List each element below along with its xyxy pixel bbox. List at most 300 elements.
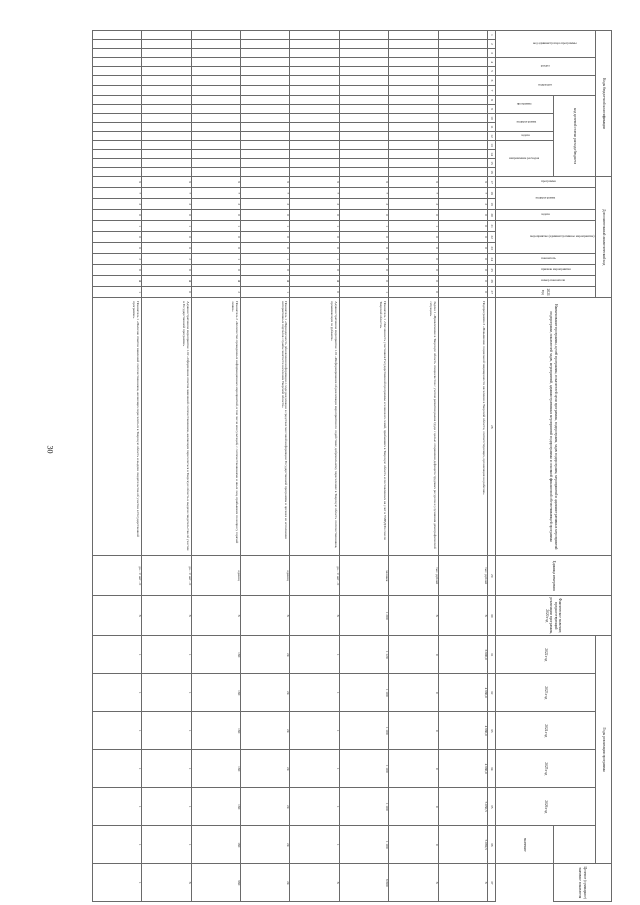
- code-cell: 0: [241, 232, 290, 243]
- table-row: [438, 31, 487, 902]
- code-cell: [290, 76, 339, 86]
- row-target: Х: [290, 864, 339, 902]
- code-cell: [191, 40, 240, 49]
- row-target: 1: [93, 864, 142, 902]
- column-number: 17: [488, 177, 496, 188]
- row-target: Х: [389, 864, 438, 902]
- code-cell: 1: [191, 221, 240, 232]
- code-cell: 6: [339, 177, 388, 188]
- code-cell: 0: [142, 243, 191, 254]
- code-cell: [241, 40, 290, 49]
- code-cell: [142, 150, 191, 159]
- year-value: 1 100: [339, 674, 388, 712]
- code-cell: [241, 96, 290, 105]
- header-dop-programma: программа: [496, 177, 596, 188]
- year-value: 24: [241, 636, 290, 674]
- row-unit: да - 1/ нет - 0: [142, 556, 191, 596]
- code-cell: [241, 105, 290, 114]
- code-cell: [438, 76, 487, 86]
- code-cell: [191, 49, 240, 58]
- code-cell: [389, 31, 438, 40]
- code-cell: 0: [438, 210, 487, 221]
- code-cell: [339, 114, 388, 123]
- code-cell: 0: [93, 265, 142, 276]
- row-target: 24: [241, 864, 290, 902]
- code-cell: [241, 132, 290, 141]
- code-cell: [241, 86, 290, 96]
- year-value: 1: [142, 826, 191, 864]
- row-fact: Х: [389, 596, 438, 636]
- year-value: 1: [93, 712, 142, 750]
- row-unit: тыс. рублей: [389, 556, 438, 596]
- code-cell: 0: [142, 287, 191, 298]
- code-cell: [241, 67, 290, 76]
- year-value: 1: [93, 674, 142, 712]
- code-cell: [389, 49, 438, 58]
- code-cell: [389, 114, 438, 123]
- table-row: [142, 31, 191, 902]
- row-target: 6 600: [339, 864, 388, 902]
- code-cell: [142, 159, 191, 168]
- header-year-2021: 2021 год: [496, 287, 596, 298]
- header-year-2026: 2026 год: [496, 788, 596, 826]
- code-cell: [93, 96, 142, 105]
- year-value: 1 120: [339, 636, 388, 674]
- code-cell: 2: [93, 254, 142, 265]
- code-cell: [290, 168, 339, 177]
- year-value: 24: [241, 788, 290, 826]
- year-value: 1: [93, 826, 142, 864]
- code-cell: [241, 150, 290, 159]
- year-value: 1: [93, 750, 142, 788]
- column-number: 15: [488, 159, 496, 168]
- column-number: 11: [488, 123, 496, 132]
- code-cell: 0: [339, 276, 388, 287]
- code-cell: 0: [339, 265, 388, 276]
- year-value: 0: [389, 788, 438, 826]
- code-cell: 0: [389, 276, 438, 287]
- code-cell: [389, 132, 438, 141]
- row-name: Показатель 1 «Численность участников Государственной программы и членов их семей, прибывших в Тверскую область и поставленных на учет в УМВД России по Тверской области»: [339, 298, 388, 556]
- code-cell: [241, 168, 290, 177]
- column-number: 37: [488, 864, 496, 902]
- code-cell: 1: [142, 221, 191, 232]
- year-value: 24: [241, 750, 290, 788]
- code-cell: 7: [142, 188, 191, 199]
- code-cell: 1: [93, 221, 142, 232]
- code-cell: 3: [339, 199, 388, 210]
- code-cell: 0: [339, 254, 388, 265]
- column-number: 2: [488, 40, 496, 49]
- code-cell: Я: [290, 276, 339, 287]
- code-cell: [191, 150, 240, 159]
- code-cell: [438, 123, 487, 132]
- code-cell: [339, 96, 388, 105]
- year-value: 1 100: [339, 750, 388, 788]
- header-podprogramma: подпрограмма: [496, 114, 554, 132]
- column-number: 29: [488, 556, 496, 596]
- header-fact: Фактическое значение, предшествующий реализации программы, 2020 год: [496, 596, 612, 636]
- code-cell: 0: [290, 265, 339, 276]
- code-cell: [438, 31, 487, 40]
- code-cell: [438, 141, 487, 150]
- column-number: 28: [488, 298, 496, 556]
- code-cell: 6: [290, 177, 339, 188]
- code-cell: [191, 168, 240, 177]
- row-target: Х: [438, 864, 487, 902]
- year-value: 0: [389, 826, 438, 864]
- year-value: 160: [191, 750, 240, 788]
- code-cell: [339, 58, 388, 67]
- year-value: 5 069,5: [438, 826, 487, 864]
- code-cell: [241, 76, 290, 86]
- row-unit: да - 1/ нет - 0: [290, 556, 339, 596]
- code-cell: [241, 123, 290, 132]
- code-cell: 0: [339, 210, 388, 221]
- rotated-sheet: [92, 30, 612, 900]
- table-row: [389, 31, 438, 902]
- code-cell: [339, 159, 388, 168]
- code-cell: [339, 150, 388, 159]
- year-value: 1: [142, 788, 191, 826]
- column-number: 8: [488, 96, 496, 105]
- code-cell: [241, 49, 290, 58]
- year-value: 24: [241, 674, 290, 712]
- code-cell: 0: [389, 243, 438, 254]
- code-cell: 7: [93, 188, 142, 199]
- code-cell: [93, 105, 142, 114]
- table-body: [93, 31, 488, 902]
- code-cell: 6: [142, 177, 191, 188]
- code-cell: [290, 114, 339, 123]
- code-cell: [438, 114, 487, 123]
- code-cell: 2: [191, 287, 240, 298]
- table-row: [290, 31, 339, 902]
- code-cell: [290, 123, 339, 132]
- header-dop-podprogramma: подпрограмма: [496, 188, 596, 210]
- year-value: 160: [191, 826, 240, 864]
- code-cell: 6: [389, 177, 438, 188]
- code-cell: [93, 67, 142, 76]
- year-value: 4 980,0: [438, 750, 487, 788]
- header-year-2023: 2023 год: [496, 674, 596, 712]
- code-cell: [290, 31, 339, 40]
- row-name: Задача 1 «Привлечение в Тверскую область специалистов с учетом развития рынка труда с целью сохранения дефицита трудовых ресурсов и улучшения демографической ситуации»: [389, 298, 438, 556]
- code-cell: 0: [241, 210, 290, 221]
- code-cell: [290, 105, 339, 114]
- code-cell: [191, 31, 240, 40]
- code-cell: [438, 40, 487, 49]
- year-value: 160: [191, 788, 240, 826]
- code-cell: [389, 86, 438, 96]
- header-years-group: Годы реализации программы: [596, 636, 612, 864]
- column-number: 35: [488, 788, 496, 826]
- column-number: 4: [488, 58, 496, 67]
- row-name: Подпрограмма 3 «Повышение социальной защищенности населения в Тверской области, соответствующих, организация на рабочие»: [438, 298, 487, 556]
- code-cell: [389, 168, 438, 177]
- code-cell: 1: [290, 221, 339, 232]
- year-value: 1: [142, 674, 191, 712]
- year-value: 5 050,5: [438, 788, 487, 826]
- year-value: 160: [191, 712, 240, 750]
- code-cell: 0: [93, 243, 142, 254]
- code-cell: 1: [339, 287, 388, 298]
- code-cell: [339, 168, 388, 177]
- code-cell: [339, 141, 388, 150]
- code-cell: 7: [438, 188, 487, 199]
- code-cell: [290, 40, 339, 49]
- row-target: Х: [142, 864, 191, 902]
- row-name: Показатель 1 «Периодичность обновления информации о ходе реализации в средствах массовой информации Государственной программы и органах ее исполнения интерактивных порталов службы занятости населения Тверской области»: [241, 298, 290, 556]
- code-cell: 1: [389, 221, 438, 232]
- year-value: 1: [290, 750, 339, 788]
- year-value: 1: [142, 750, 191, 788]
- row-fact: Х: [241, 596, 290, 636]
- row-name: Показатель 1 «Наличие ответов заявлений соотечественников, желающих переселиться в Тверскую область и выдачи свидетельства об участии в Государственной программе»: [93, 298, 142, 556]
- code-cell: [290, 132, 339, 141]
- year-value: 0: [389, 636, 438, 674]
- year-value: 1: [142, 636, 191, 674]
- year-value: 1 100: [339, 712, 388, 750]
- column-number: 10: [488, 114, 496, 123]
- code-cell: 0: [389, 287, 438, 298]
- code-cell: 0: [438, 232, 487, 243]
- code-cell: [438, 132, 487, 141]
- code-cell: [389, 123, 438, 132]
- year-value: 4 980,0: [438, 674, 487, 712]
- column-number: 22: [488, 232, 496, 243]
- code-cell: 0: [389, 254, 438, 265]
- code-cell: 1: [290, 254, 339, 265]
- code-cell: 0: [191, 243, 240, 254]
- code-cell: 1: [339, 221, 388, 232]
- column-number: 36: [488, 826, 496, 864]
- column-number: 1: [488, 31, 496, 40]
- code-cell: 3: [191, 199, 240, 210]
- code-cell: 0: [290, 210, 339, 221]
- code-cell: [389, 67, 438, 76]
- column-number: 13: [488, 141, 496, 150]
- year-value: 1: [290, 712, 339, 750]
- row-unit: единиц: [191, 556, 240, 596]
- code-cell: [142, 168, 191, 177]
- table-row: [241, 31, 290, 902]
- column-number: 24: [488, 254, 496, 265]
- row-unit: да - 1/ нет - 0: [93, 556, 142, 596]
- code-cell: 0: [191, 210, 240, 221]
- code-cell: 0: [438, 276, 487, 287]
- code-cell: [389, 141, 438, 150]
- header-year-2025: 2025 год: [496, 750, 596, 788]
- code-cell: [438, 150, 487, 159]
- code-cell: 0: [438, 243, 487, 254]
- code-cell: 1: [93, 287, 142, 298]
- year-value: 1 100: [339, 826, 388, 864]
- code-cell: 0: [438, 287, 487, 298]
- code-cell: 0: [93, 210, 142, 221]
- code-cell: [339, 49, 388, 58]
- code-cell: Я: [93, 276, 142, 287]
- code-cell: 0: [93, 232, 142, 243]
- code-cell: [339, 67, 388, 76]
- code-cell: [290, 96, 339, 105]
- code-cell: Я: [241, 276, 290, 287]
- year-value: 0: [389, 712, 438, 750]
- header-target-value: значение: [496, 826, 554, 864]
- row-fact: Х: [191, 596, 240, 636]
- code-cell: [191, 96, 240, 105]
- column-number: 9: [488, 105, 496, 114]
- row-fact: Х: [438, 596, 487, 636]
- year-value: 1: [93, 788, 142, 826]
- row-target: 960: [191, 864, 240, 902]
- code-cell: [438, 105, 487, 114]
- table-canvas: [92, 30, 612, 900]
- code-cell: [438, 168, 487, 177]
- header-napravlenie: направление расходов: [496, 141, 554, 177]
- year-value: 6 800,0: [438, 636, 487, 674]
- code-cell: [191, 159, 240, 168]
- code-cell: [438, 49, 487, 58]
- row-fact: 1 200: [339, 596, 388, 636]
- code-cell: 7: [290, 188, 339, 199]
- code-cell: [241, 141, 290, 150]
- header-year-2024: 2024 год: [496, 712, 596, 750]
- code-cell: [93, 141, 142, 150]
- code-cell: [241, 31, 290, 40]
- code-cell: [191, 105, 240, 114]
- code-cell: [290, 141, 339, 150]
- column-number: 16: [488, 168, 496, 177]
- header-zadacha: задача: [496, 132, 554, 141]
- code-cell: [339, 132, 388, 141]
- code-cell: Я: [142, 276, 191, 287]
- column-number: 25: [488, 265, 496, 276]
- code-cell: 3: [438, 199, 487, 210]
- code-cell: [438, 159, 487, 168]
- code-cell: [142, 123, 191, 132]
- year-value: 160: [191, 636, 240, 674]
- code-cell: 0: [191, 232, 240, 243]
- column-number: 5: [488, 67, 496, 76]
- code-cell: 0: [241, 265, 290, 276]
- header-dop-priznak: признак мероприятия: [496, 265, 596, 276]
- code-cell: 7: [389, 188, 438, 199]
- year-value: 1: [142, 712, 191, 750]
- column-number: 30: [488, 596, 496, 636]
- code-cell: [290, 67, 339, 76]
- header-admin-code: код администратора программы: [496, 31, 596, 58]
- code-cell: [389, 96, 438, 105]
- header-dop-group: Дополнительный аналитический код: [596, 177, 612, 298]
- header-unit: Единица измерения: [496, 556, 612, 596]
- header-podrazdel: подраздел: [496, 76, 596, 96]
- column-number: 18: [488, 188, 496, 199]
- code-cell: 0: [339, 243, 388, 254]
- code-cell: [438, 86, 487, 96]
- code-cell: [93, 168, 142, 177]
- code-cell: [241, 58, 290, 67]
- column-numbers-row: [488, 31, 496, 902]
- code-cell: 0: [142, 265, 191, 276]
- year-value: 0: [389, 674, 438, 712]
- code-cell: [389, 58, 438, 67]
- year-value: 1 100: [339, 788, 388, 826]
- code-cell: [93, 58, 142, 67]
- code-cell: 0: [389, 232, 438, 243]
- code-cell: [438, 96, 487, 105]
- code-cell: 0: [290, 232, 339, 243]
- code-cell: 6: [241, 177, 290, 188]
- code-cell: 0: [438, 254, 487, 265]
- code-cell: 3: [241, 199, 290, 210]
- code-cell: [142, 49, 191, 58]
- year-value: 4 980,0: [438, 712, 487, 750]
- code-cell: 1: [191, 254, 240, 265]
- code-cell: 2: [142, 254, 191, 265]
- table-row: [93, 31, 142, 902]
- code-cell: 6: [438, 177, 487, 188]
- code-cell: [142, 76, 191, 86]
- code-cell: [438, 58, 487, 67]
- code-cell: 7: [339, 188, 388, 199]
- year-value: 24: [241, 826, 290, 864]
- code-cell: [93, 150, 142, 159]
- code-cell: 7: [241, 188, 290, 199]
- code-cell: Я: [191, 276, 240, 287]
- code-cell: [142, 86, 191, 96]
- year-value: 160: [191, 674, 240, 712]
- header-codes-group: Коды бюджетной классификации: [596, 31, 612, 177]
- row-unit: единиц: [241, 556, 290, 596]
- code-cell: 0: [438, 221, 487, 232]
- code-cell: [93, 132, 142, 141]
- code-cell: [191, 123, 240, 132]
- column-number: 32: [488, 674, 496, 712]
- row-unit: тыс. рублей: [438, 556, 487, 596]
- table-row: [339, 31, 388, 902]
- year-value: 1: [93, 636, 142, 674]
- page-number: 30: [45, 445, 55, 454]
- year-value: 1: [290, 674, 339, 712]
- code-cell: [93, 86, 142, 96]
- code-cell: [142, 58, 191, 67]
- code-cell: [339, 76, 388, 86]
- column-number: 26: [488, 276, 496, 287]
- code-cell: 1: [241, 221, 290, 232]
- code-cell: [142, 31, 191, 40]
- code-cell: [191, 141, 240, 150]
- code-cell: [339, 40, 388, 49]
- year-value: 1: [290, 788, 339, 826]
- code-cell: [93, 123, 142, 132]
- code-cell: [389, 159, 438, 168]
- code-cell: 0: [389, 210, 438, 221]
- code-cell: [142, 96, 191, 105]
- header-dop-zadacha: задача: [496, 210, 596, 221]
- column-number: 14: [488, 150, 496, 159]
- code-cell: 3: [142, 199, 191, 210]
- row-name: Административное мероприятие 1.01 «Информирование об реализации мероприятия по содействию добровольному переселению в Тверскую область соотечественников, проживающих за рубежом»: [290, 298, 339, 556]
- code-cell: [438, 67, 487, 76]
- code-cell: [290, 86, 339, 96]
- row-fact: Х: [290, 596, 339, 636]
- code-cell: 0: [191, 265, 240, 276]
- code-cell: [142, 67, 191, 76]
- code-cell: 0: [339, 232, 388, 243]
- code-cell: [142, 105, 191, 114]
- column-number: 6: [488, 76, 496, 86]
